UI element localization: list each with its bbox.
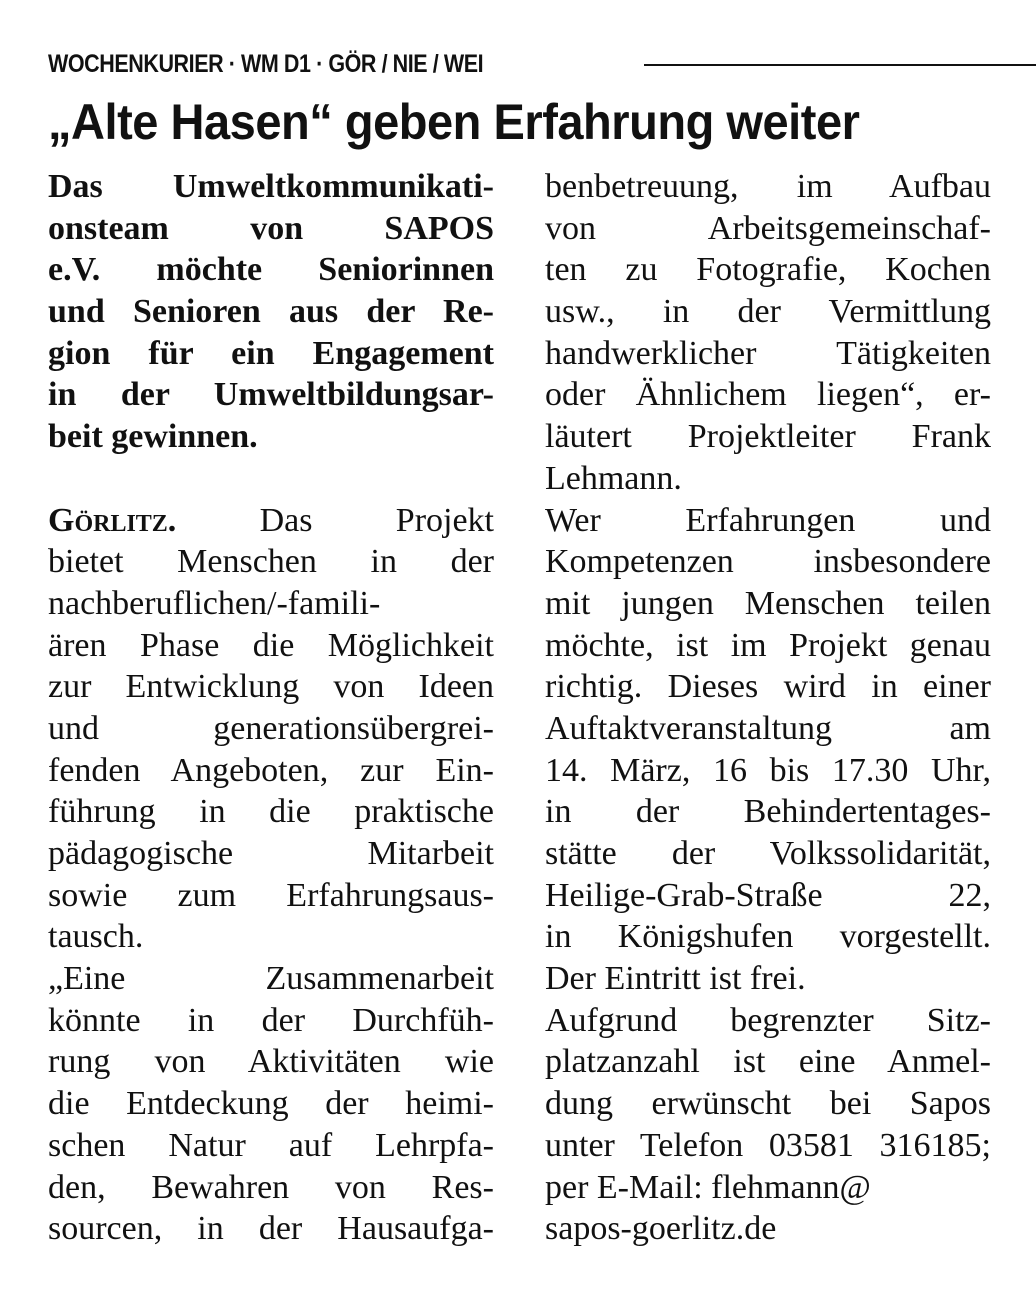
- right-column: [545, 166, 991, 1250]
- lead-line: und Senioren aus der Re-: [48, 293, 494, 331]
- body-line: den, Bewahren von Res-: [48, 1168, 494, 1206]
- dateline: Görlitz.: [48, 501, 177, 539]
- body-line: Der Eintritt ist frei.: [545, 960, 806, 998]
- header-rule: [644, 64, 1036, 66]
- body-line: die Entdeckung der heimi-: [48, 1085, 494, 1123]
- body-line: „Eine Zusammenarbeit: [48, 960, 494, 998]
- lead-line: onsteam von SAPOS: [48, 209, 494, 247]
- article-body-left: [48, 500, 494, 1250]
- body-line: handwerklicher Tätigkeiten: [545, 334, 991, 372]
- body-line: tausch.: [48, 918, 144, 956]
- body-line: und generationsübergrei-: [48, 709, 494, 747]
- lead-line: in der Umweltbildungsar-: [48, 376, 494, 414]
- body-line: stätte der Volkssolidarität,: [545, 835, 991, 872]
- left-column: [48, 166, 494, 1250]
- article-lead: [48, 166, 494, 458]
- body-line: führung in die praktische: [48, 793, 494, 831]
- body-line: Heilige-Grab-Straße 22,: [545, 876, 991, 914]
- body-line: ären Phase die Möglichkeit: [48, 626, 494, 664]
- body-line: zur Entwicklung von Ideen: [48, 668, 494, 706]
- lead-line: beit gewinnen.: [48, 418, 258, 456]
- body-line: Lehmann.: [545, 459, 682, 497]
- body-line: Kompetenzen insbesondere: [545, 543, 991, 581]
- body-line: mit jungen Menschen teilen: [545, 584, 991, 622]
- body-line: sourcen, in der Hausaufga-: [48, 1210, 494, 1248]
- body-line: usw., in der Vermittlung: [545, 293, 991, 331]
- body-line: rung von Aktivitäten wie: [48, 1043, 494, 1081]
- body-line: fenden Angeboten, zur Ein-: [48, 751, 494, 789]
- body-line: läutert Projektleiter Frank: [545, 418, 991, 456]
- body-line: könnte in der Durchfüh-: [48, 1001, 494, 1039]
- lead-line: gion für ein Engagement: [48, 334, 494, 372]
- article-header: [48, 46, 1036, 82]
- paragraph-gap: [48, 458, 494, 500]
- body-line: nachberuflichen/-famili-: [48, 584, 381, 622]
- body-line: platzanzahl ist eine Anmel-: [545, 1043, 991, 1081]
- body-line: 14. März, 16 bis 17.30 Uhr,: [545, 751, 991, 789]
- body-line: pädagogische Mitarbeit: [48, 835, 494, 872]
- body-line: richtig. Dieses wird in einer: [545, 668, 991, 706]
- body-line: unter Telefon 03581 316185;: [545, 1126, 991, 1164]
- body-line: Wer Erfahrungen und: [545, 501, 991, 539]
- body-text: Das Projekt: [176, 501, 494, 539]
- body-line: dung erwünscht bei Sapos: [545, 1085, 991, 1123]
- body-line: in Königshufen vorgestellt.: [545, 918, 991, 956]
- body-line: in der Behindertentages-: [545, 793, 991, 831]
- body-line: per E-Mail: flehmann@: [545, 1168, 871, 1206]
- publication-source: WOCHENKURIER · WM D1 · GÖR / NIE / WEI: [48, 50, 484, 78]
- body-line: schen Natur auf Lehrpfa-: [48, 1126, 494, 1164]
- body-line: sowie zum Erfahrungsaus-: [48, 876, 494, 914]
- body-line: oder Ähnlichem liegen“, er-: [545, 376, 991, 414]
- body-line: benbetreuung, im Aufbau: [545, 168, 991, 205]
- body-line: Aufgrund begrenzter Sitz-: [545, 1001, 991, 1039]
- body-line: [48, 500, 494, 542]
- body-line: möchte, ist im Projekt genau: [545, 626, 991, 664]
- article-headline: „Alte Hasen“ geben Erfahrung weiter: [48, 94, 860, 150]
- body-line: ten zu Fotografie, Kochen: [545, 251, 991, 289]
- body-line: von Arbeitsgemeinschaf-: [545, 209, 991, 247]
- lead-line: e.V. möchte Seniorinnen: [48, 251, 494, 289]
- body-line: bietet Menschen in der: [48, 543, 494, 581]
- body-line: Auftaktveranstaltung am: [545, 709, 991, 747]
- body-line: sapos-goerlitz.de: [545, 1210, 777, 1248]
- lead-line: Das Umweltkommunikati-: [48, 168, 494, 205]
